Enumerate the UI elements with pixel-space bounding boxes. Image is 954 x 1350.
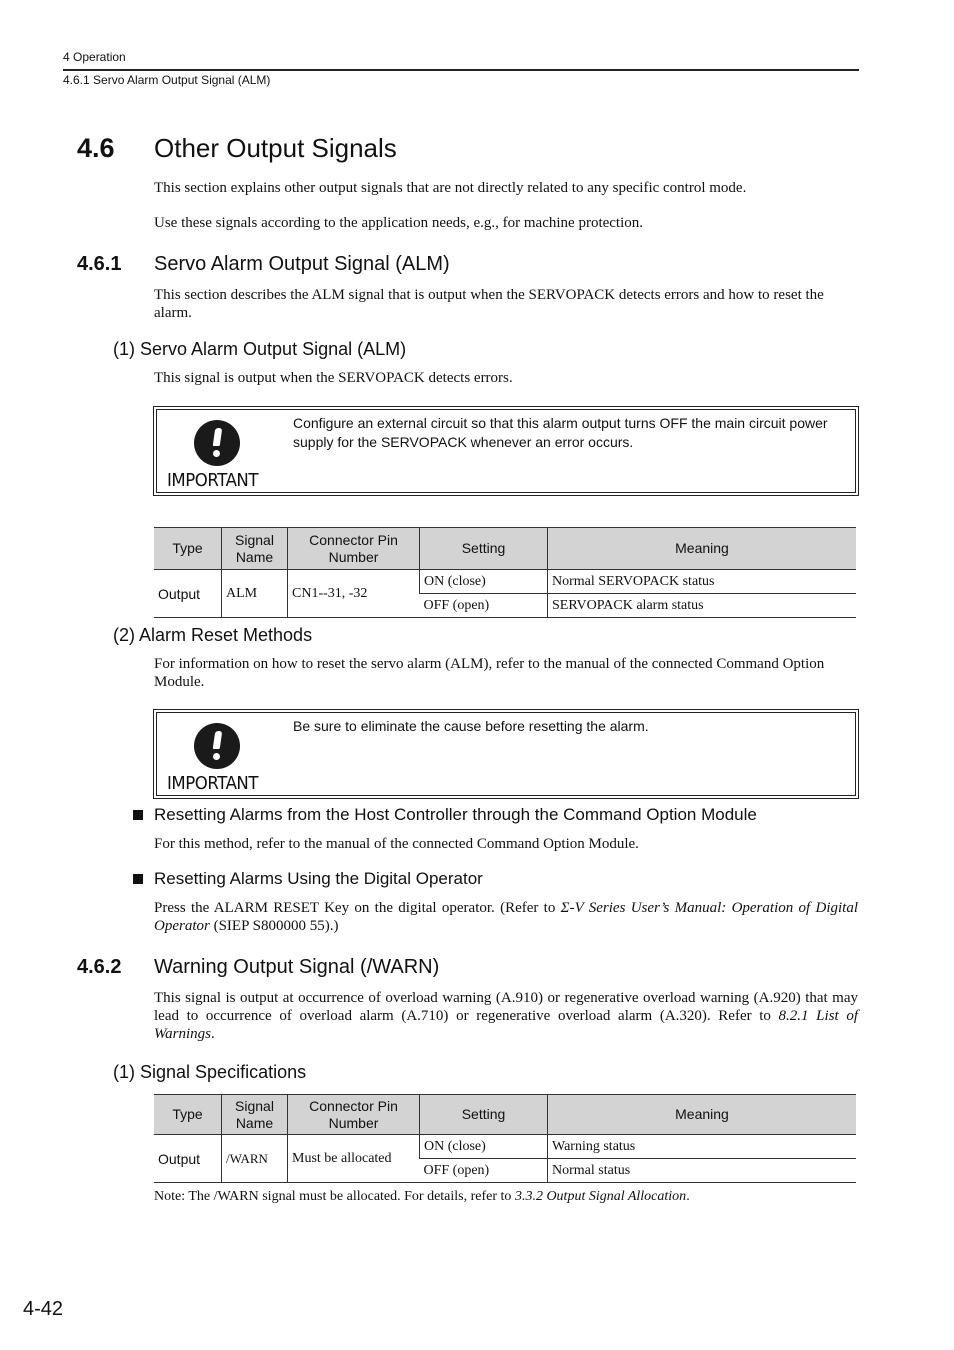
important-notice-box: [153, 406, 859, 496]
cell-connector-pin: Must be allocated: [288, 1135, 420, 1183]
subheading-signal-specifications: (1) Signal Specifications: [113, 1062, 307, 1082]
column-header-signal-name: Signal Name: [222, 1095, 288, 1135]
text-segment: Note: The /WARN signal must be allocated. For details, refer to: [154, 1189, 515, 1204]
section-title: Other Output Signals: [154, 133, 397, 163]
exclamation-icon: [194, 723, 240, 769]
important-label: IMPORTANT: [167, 470, 259, 491]
table-note: [154, 1189, 690, 1205]
section-reference: 8.2.1 List of Warnings: [154, 1008, 858, 1042]
important-text: Be sure to eliminate the cause before resetting the alarm.: [293, 718, 649, 734]
warn-description: [154, 989, 858, 1043]
column-header-connector-pin: Connector Pin Number: [288, 1095, 420, 1135]
column-header-meaning: Meaning: [548, 528, 857, 570]
column-header-setting: Setting: [420, 1095, 548, 1135]
cell-meaning: Normal status: [548, 1159, 857, 1183]
table-header-row: [154, 1095, 856, 1135]
bullet-square-icon: [133, 874, 143, 884]
text-segment: This signal is output at occurrence of overload warning (A.910) or regenerative overload warning (A.920) that may lead to occurrence of overload alarm (A.710) or regenerative overload alarm (A.320). Refer to: [154, 990, 858, 1024]
subsection-title: Servo Alarm Output Signal (ALM): [154, 253, 450, 275]
subsection-intro: This section describes the ALM signal that is output when the SERVOPACK detects errors and how to reset the alarm.: [154, 287, 824, 321]
section-number: 4.6: [77, 133, 115, 163]
table-header-row: [154, 528, 856, 570]
cell-type: Output: [154, 1135, 222, 1183]
cell-signal-name: /WARN: [222, 1135, 288, 1183]
table-row: [154, 1135, 856, 1159]
page-number: 4-42: [23, 1298, 64, 1320]
text-segment: .: [210, 1026, 215, 1042]
section-intro-paragraph: This section explains other output signals that are not directly related to any specific control mode.: [154, 180, 747, 196]
alm-signal-table: [154, 527, 856, 618]
important-text: Configure an external circuit so that this alarm output turns OFF the main circuit power supply for the SERVOPACK whenever an error occurs.: [293, 415, 828, 450]
bullet-square-icon: [133, 810, 143, 820]
cell-setting: ON (close): [420, 570, 548, 594]
header-chapter: 4 Operation: [63, 50, 126, 64]
header-rule: [63, 69, 859, 71]
text-segment: (SIEP S800000 55).): [209, 918, 339, 934]
cell-signal-name: ALM: [222, 570, 288, 618]
column-header-meaning: Meaning: [548, 1095, 857, 1135]
subheading-alm-output: (1) Servo Alarm Output Signal (ALM): [113, 339, 407, 359]
table-row: [154, 570, 856, 594]
subsection-title: Warning Output Signal (/WARN): [154, 956, 440, 978]
section-usage-paragraph: Use these signals according to the application needs, e.g., for machine protection.: [154, 215, 644, 231]
method-heading-digital-operator: Resetting Alarms Using the Digital Operator: [154, 869, 483, 888]
important-label: IMPORTANT: [167, 773, 259, 794]
subheading-alarm-reset: (2) Alarm Reset Methods: [113, 625, 313, 645]
important-notice-box: [153, 709, 859, 799]
header-section: 4.6.1 Servo Alarm Output Signal (ALM): [63, 73, 271, 87]
cell-setting: OFF (open): [420, 594, 548, 618]
column-header-connector-pin: Connector Pin Number: [288, 528, 420, 570]
subsection-number: 4.6.2: [77, 956, 122, 978]
text-segment: Press the ALARM RESET Key on the digital operator. (Refer to: [154, 900, 561, 916]
column-header-type: Type: [154, 1095, 222, 1135]
exclamation-icon: [194, 420, 240, 466]
cell-type: Output: [154, 570, 222, 618]
subsection-number: 4.6.1: [77, 253, 122, 275]
alm-output-description: This signal is output when the SERVOPACK detects errors.: [154, 370, 513, 386]
text-segment: .: [686, 1189, 690, 1204]
cell-setting: ON (close): [420, 1135, 548, 1159]
cell-setting: OFF (open): [420, 1159, 548, 1183]
column-header-setting: Setting: [420, 528, 548, 570]
cell-connector-pin: CN1--31, -32: [288, 570, 420, 618]
column-header-signal-name: Signal Name: [222, 528, 288, 570]
method-host-controller-text: For this method, refer to the manual of the connected Command Option Module.: [154, 836, 639, 852]
cell-meaning: SERVOPACK alarm status: [548, 594, 857, 618]
alarm-reset-description: For information on how to reset the servo alarm (ALM), refer to the manual of the connected Command Option Module.: [154, 656, 825, 690]
manual-reference: Σ-V Series User’s Manual: Operation of Digital Operator: [154, 900, 858, 934]
method-digital-operator-text: [154, 899, 858, 935]
method-heading-host-controller: Resetting Alarms from the Host Controller through the Command Option Module: [154, 805, 757, 824]
warn-signal-table: [154, 1094, 856, 1183]
section-reference: 3.3.2 Output Signal Allocation: [514, 1189, 687, 1204]
column-header-type: Type: [154, 528, 222, 570]
cell-meaning: Warning status: [548, 1135, 857, 1159]
cell-meaning: Normal SERVOPACK status: [548, 570, 857, 594]
